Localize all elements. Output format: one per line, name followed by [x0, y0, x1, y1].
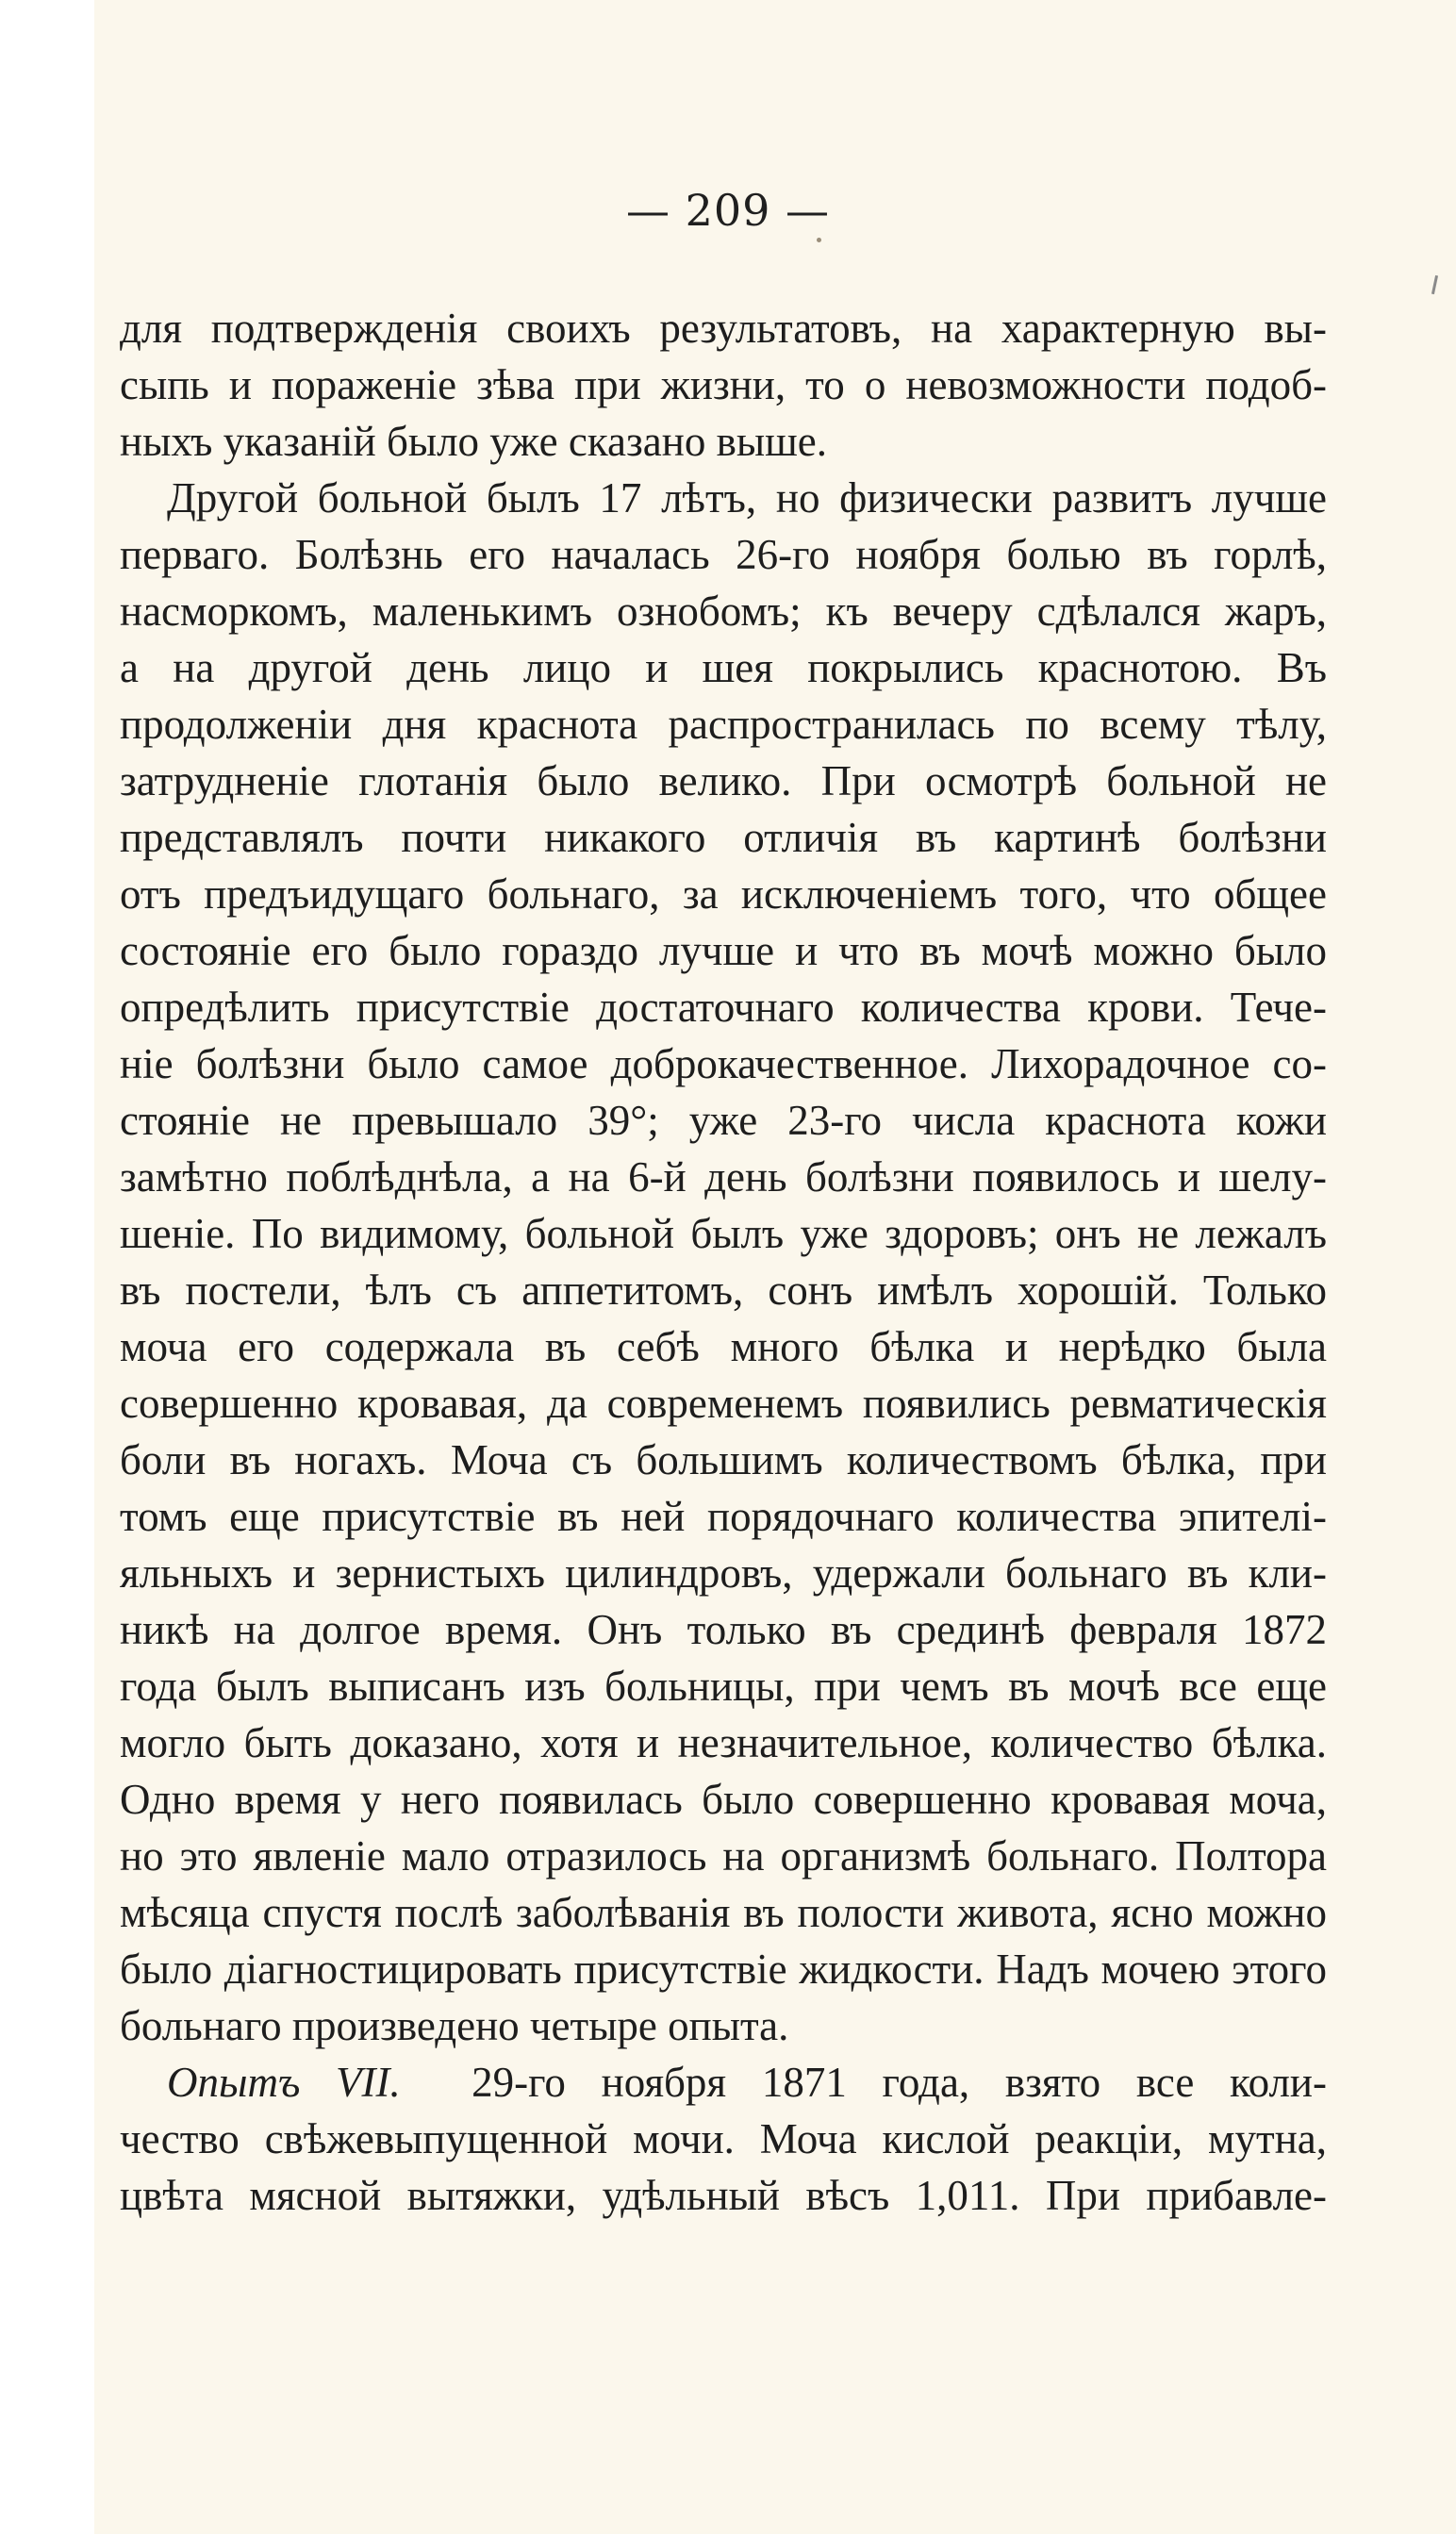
page-number: — 209 — — [625, 185, 831, 236]
text-line: но это явленіе мало отразилось на организмѣ больнаго. Полтора — [120, 1832, 1327, 1880]
text-line: Одно время у него появилась было совершенно кровавая моча, — [120, 1776, 1327, 1823]
text-line: отъ предъидущаго больнаго, за исключеніемъ того, что общее — [120, 870, 1327, 918]
text-line: цвѣта мясной вытяжки, удѣльный вѣсъ 1,011. При прибавле- — [120, 2172, 1327, 2219]
text-line: могло быть доказано, хотя и незначительное, количество бѣлка. — [120, 1719, 1327, 1766]
experiment-heading: Опытъ VII. — [167, 2059, 401, 2106]
text-line: опредѣлить присутствіе достаточнаго количества крови. Тече- — [120, 984, 1327, 1031]
text-line: моча его содержала въ себѣ много бѣлка и нерѣдко была — [120, 1323, 1327, 1370]
text-line: стояніе не превышало 39°; уже 23-го числа краснота кожи — [120, 1097, 1327, 1144]
text-line: совершенно кровавая, да современемъ появились ревматическія — [120, 1380, 1327, 1427]
text-line: шеніе. По видимому, больной былъ уже здоровъ; онъ не лежалъ — [120, 1210, 1327, 1257]
text-line: продолженіи дня краснота распространилась по всему тѣлу, — [120, 701, 1327, 748]
text-line: для подтвержденія своихъ результатовъ, на характерную вы- — [120, 305, 1327, 352]
text-line: ніе болѣзни было самое доброкачественное. Лихорадочное со- — [120, 1040, 1327, 1087]
text-line: года былъ выписанъ изъ больницы, при чемъ въ мочѣ все еще — [120, 1663, 1327, 1710]
text-line: ныхъ указаній было уже сказано выше. — [120, 418, 827, 465]
text-line — [120, 2054, 1327, 2111]
text-line: боли въ ногахъ. Моча съ большимъ количествомъ бѣлка, при — [120, 1436, 1327, 1483]
text-line: Другой больной былъ 17 лѣтъ, но физически развитъ лучше — [167, 474, 1327, 522]
text-line: чество свѣжевыпущенной мочи. Моча кислой реакціи, мутна, — [120, 2115, 1327, 2162]
text-line: затрудненіе глотанія было велико. При осмотрѣ больной не — [120, 757, 1327, 804]
text-line: замѣтно поблѣднѣла, а на 6-й день болѣзни появилось и шелу- — [120, 1153, 1327, 1201]
text-line: яльныхъ и зернистыхъ цилиндровъ, удержали больнаго въ кли- — [120, 1549, 1327, 1597]
body-text — [120, 300, 1327, 2224]
text-line: томъ еще присутствіе въ ней порядочнаго количества эпителі- — [120, 1493, 1327, 1540]
text-line: никѣ на долгое время. Онъ только въ срединѣ февраля 1872 — [120, 1606, 1327, 1653]
ink-dot — [817, 238, 821, 242]
text-line: было діагностицировать присутствіе жидкости. Надъ мочею этого — [120, 1946, 1327, 1993]
text-line: насморкомъ, маленькимъ ознобомъ; къ вечеру сдѣлался жаръ, — [120, 588, 1327, 635]
text-line: представлялъ почти никакого отличія въ картинѣ болѣзни — [120, 814, 1327, 861]
text-line: состояніе его было гораздо лучше и что въ мочѣ можно было — [120, 927, 1327, 974]
text-line: въ постели, ѣлъ съ аппетитомъ, сонъ имѣлъ хорошій. Только — [120, 1267, 1327, 1314]
text-line: мѣсяца спустя послѣ заболѣванія въ полости живота, ясно можно — [120, 1889, 1327, 1936]
text-line: перваго. Болѣзнь его началась 26-го ноября болью въ горлѣ, — [120, 531, 1327, 578]
text-line: сыпь и пораженіе зѣва при жизни, то о невозможности подоб- — [120, 361, 1327, 408]
text-fragment: 29-го ноября 1871 года, взято все коли- — [472, 2059, 1328, 2106]
text-line: а на другой день лицо и шея покрылись краснотою. Въ — [120, 644, 1327, 691]
text-line: больнаго произведено четыре опыта. — [120, 2002, 789, 2049]
